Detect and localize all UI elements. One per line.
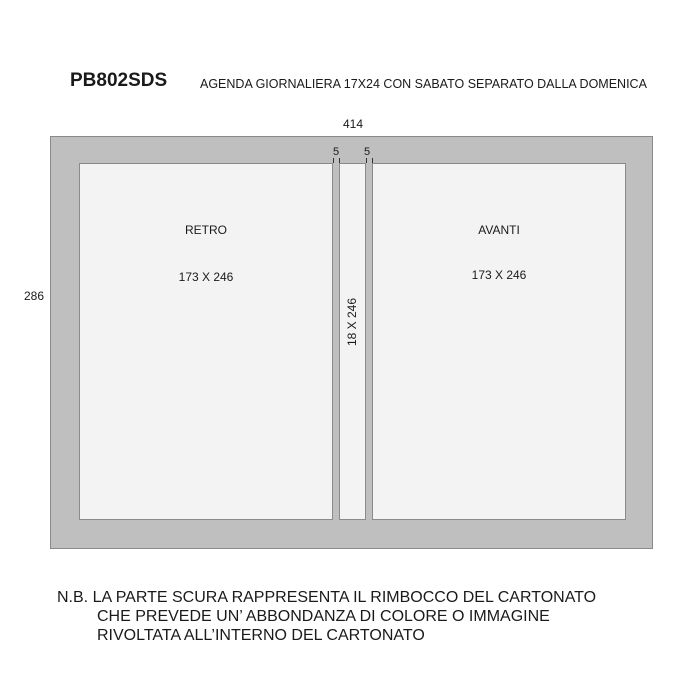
gap-left-label: 5 [333, 146, 340, 158]
gap-left-tick-b [339, 158, 340, 163]
note-line-2: CHE PREVEDE UN’ ABBONDANZA DI COLORE O IMMAGINE [97, 608, 550, 625]
product-description: AGENDA GIORNALIERA 17X24 CON SABATO SEPARATO DALLA DOMENICA [200, 77, 647, 91]
back-cover-title: RETRO [185, 223, 227, 237]
back-cover-panel [79, 163, 333, 520]
gap-right-tick-b [372, 158, 373, 163]
gap-right-label: 5 [364, 146, 371, 158]
gap-right-tick-a [366, 158, 367, 163]
note-line-3: RIVOLTATA ALL’INTERNO DEL CARTONATO [97, 627, 425, 644]
front-cover-panel [372, 163, 626, 520]
front-cover-size: 173 X 246 [471, 268, 527, 282]
product-code: PB802SDS [70, 70, 168, 91]
front-cover-title: AVANTI [478, 223, 520, 237]
total-height-label: 286 [24, 289, 45, 303]
spine-size: 18 X 246 [345, 297, 359, 347]
gap-left-tick-a [333, 158, 334, 163]
note-line-1: N.B. LA PARTE SCURA RAPPRESENTA IL RIMBOCCO DEL CARTONATO [57, 589, 597, 606]
back-cover-size: 173 X 246 [178, 270, 234, 284]
total-width-label: 414 [343, 117, 364, 131]
